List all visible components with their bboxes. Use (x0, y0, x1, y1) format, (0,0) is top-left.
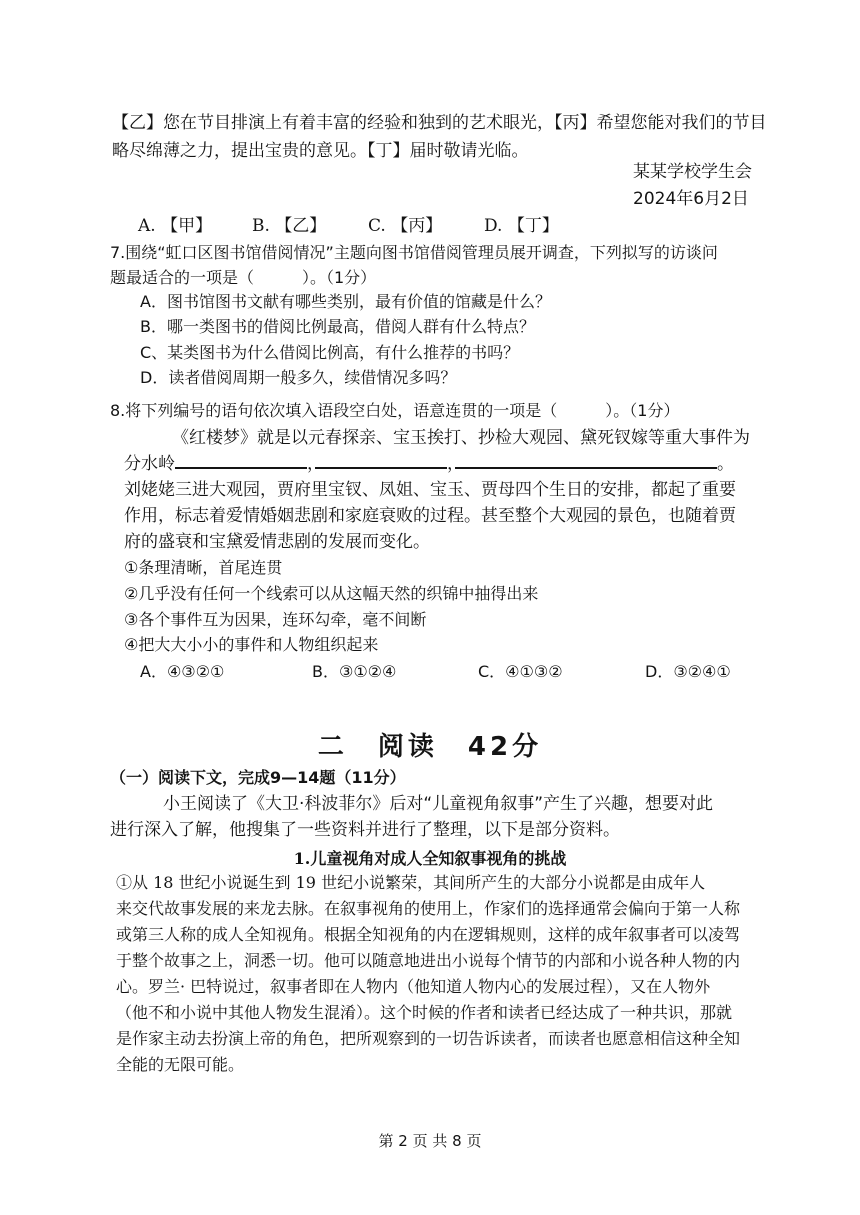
intro-line-2: 进行深入了解，他搜集了一些资料并进行了整理，以下是部分资料。 (110, 820, 620, 840)
q6-option-b: B. 【乙】 (252, 216, 327, 236)
q7-stem-line-1: 7.围绕“虹口区图书馆借阅情况”主题向图书馆借阅管理员展开调查，下列拟写的访谈问 (110, 243, 718, 262)
q6-option-c: C. 【丙】 (368, 216, 443, 236)
paragraph-line-7: 是作家主动去扮演上帝的角色，把所观察到的一切告诉读者，而读者也愿意相信这种全知 (116, 1029, 741, 1048)
page-footer: 第 2 页 共 8 页 (378, 1132, 482, 1150)
blank-2 (315, 453, 447, 469)
q8-option-b: B．③①②④ (312, 662, 397, 681)
q7-option-b: B．哪一类图书的借阅比例最高，借阅人群有什么特点？ (140, 317, 535, 336)
q8-passage-line-4: 作用，标志着爱情婚姻悲剧和家庭衰败的过程。甚至整个大观园的景色，也随着贾 (124, 506, 736, 526)
q8-sentence-2: ②几乎没有任何一个线索可以从这幅天然的织锦中抽得出来 (124, 584, 539, 603)
q8-passage-start: 分水岭 (124, 454, 175, 474)
blank-1 (175, 453, 307, 469)
q6-option-a: A. 【甲】 (138, 216, 213, 236)
q7-option-d: D．读者借阅周期一般多久，续借情况多吗？ (140, 368, 457, 387)
q7-option-c: C、某类图书为什么借阅比例高，有什么推荐的书吗？ (140, 343, 520, 362)
q8-passage-line-5: 府的盛衰和宝黛爱情悲剧的发展而变化。 (124, 532, 430, 552)
blank-separator-2: ， (447, 454, 464, 474)
material-title: 1.儿童视角对成人全知叙事视角的挑战 (293, 849, 567, 868)
q8-passage-line-3: 刘姥姥三进大观园，贾府里宝钗、凤姐、宝玉、贾母四个生日的安排，都起了重要 (124, 480, 736, 500)
q6-option-d: D. 【丁】 (484, 216, 559, 236)
letter-signature-org: 某某学校学生会 (633, 162, 752, 182)
q7-option-a: A．图书馆图书文献有哪些类别，最有价值的馆藏是什么？ (140, 292, 551, 311)
paragraph-line-4: 于整个故事之上，洞悉一切。他可以随意地进出小说每个情节的内部和小说各种人物的内 (116, 951, 741, 970)
q8-option-c: C．④①③② (478, 662, 563, 681)
letter-signature-date: 2024年6月2日 (633, 189, 749, 209)
section-title: 二 阅读 42分 (317, 732, 543, 762)
q8-option-a: A．④③②① (140, 662, 225, 681)
letter-line-1: 【乙】您在节目排演上有着丰富的经验和独到的艺术眼光，【丙】希望您能对我们的节目 (112, 113, 767, 133)
blank-3 (455, 453, 717, 469)
q8-sentence-4: ④把大大小小的事件和人物组织起来 (124, 635, 379, 654)
q8-option-d: D．③②④① (645, 662, 731, 681)
paragraph-line-5: 心。罗兰· 巴特说过，叙事者即在人物内（他知道人物内心的发展过程），又在人物外 (116, 977, 711, 996)
q8-passage-line-1: 《红楼梦》就是以元春探亲、宝玉挨打、抄检大观园、黛死钗嫁等重大事件为 (172, 428, 750, 448)
blank-separator-1: ， (307, 454, 324, 474)
letter-line-2: 略尽绵薄之力，提出宝贵的意见。【丁】届时敬请光临。 (112, 141, 529, 161)
paragraph-line-2: 来交代故事发展的来龙去脉。在叙事视角的使用上，作家们的选择通常会偏向于第一人称 (116, 899, 741, 918)
paragraph-line-1: ①从 18 世纪小说诞生到 19 世纪小说繁荣，其间所产生的大部分小说都是由成年人 (116, 873, 706, 892)
intro-line-1: 小王阅读了《大卫·科波菲尔》后对“儿童视角叙事”产生了兴趣，想要对此 (163, 794, 714, 814)
paragraph-line-6: （他不和小说中其他人物发生混淆）。这个时候的作者和读者已经达成了一种共识，那就 (116, 1003, 733, 1022)
q7-stem-line-2: 题最适合的一项是（ ）。（1分） (110, 268, 377, 287)
q8-stem: 8.将下列编号的语句依次填入语段空白处，语意连贯的一项是（ ）。（1分） (110, 401, 680, 420)
paragraph-line-3: 或第三人称的成人全知视角。根据全知视角的内在逻辑规则，这样的成年叙事者可以凌驾 (116, 925, 741, 944)
q8-passage-end: 。 (717, 454, 734, 474)
q8-sentence-1: ①条理清晰，首尾连贯 (124, 558, 283, 577)
paragraph-line-8: 全能的无限可能。 (116, 1055, 245, 1074)
q8-passage-line-2 (124, 452, 734, 476)
part1-heading: （一）阅读下文，完成9—14题（11分） (110, 768, 406, 787)
q8-sentence-3: ③各个事件互为因果，连环勾牵，毫不间断 (124, 610, 427, 629)
